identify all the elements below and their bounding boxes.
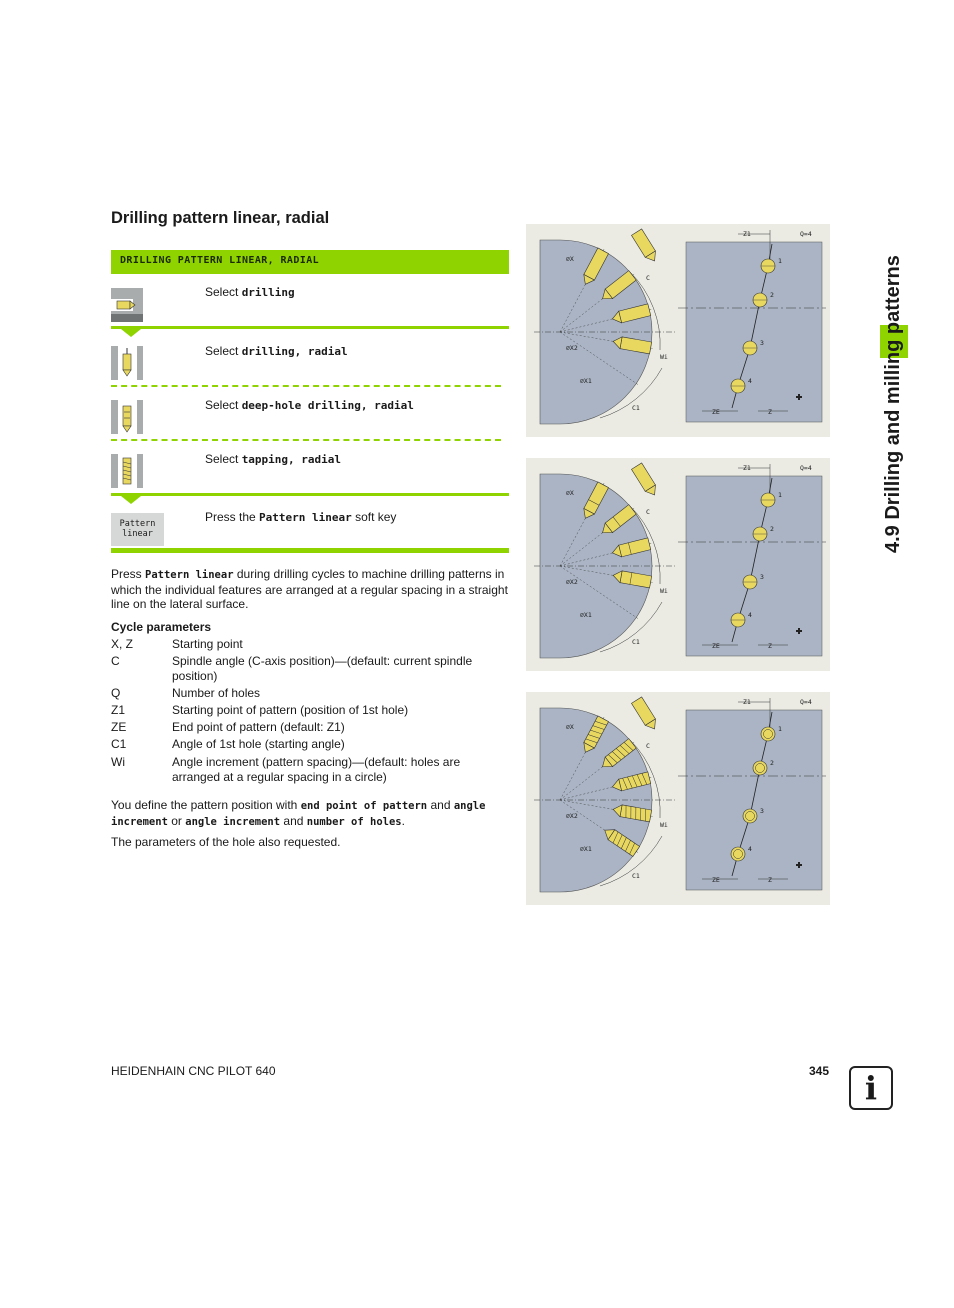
lateral-surface-panel bbox=[686, 710, 822, 890]
info-icon bbox=[849, 1066, 893, 1110]
label-c1: C1 bbox=[632, 404, 640, 412]
step-select-drilling: Select drilling bbox=[205, 285, 295, 299]
pattern-position-paragraph: You define the pattern position with end point of pattern and angle increment or angle increment and number of holes. bbox=[111, 798, 486, 828]
label-x2: ⌀X2 bbox=[566, 812, 578, 820]
label-x1: ⌀X1 bbox=[580, 611, 592, 619]
label-z: Z bbox=[768, 876, 772, 884]
banner-label: DRILLING PATTERN LINEAR, RADIAL bbox=[120, 255, 320, 266]
hole-number: 3 bbox=[760, 339, 764, 347]
hole-number: 4 bbox=[748, 611, 752, 619]
drilling-radial-icon bbox=[111, 346, 143, 380]
label-x2: ⌀X2 bbox=[566, 578, 578, 586]
step-divider-dashed bbox=[111, 385, 501, 387]
hole-number: 1 bbox=[778, 725, 782, 733]
label-q: Q=4 bbox=[800, 698, 812, 706]
figure-drilling-radial bbox=[526, 224, 830, 437]
lateral-surface-panel bbox=[686, 242, 822, 422]
deep-hole-drilling-radial-icon bbox=[111, 400, 143, 434]
approach-tool bbox=[631, 229, 659, 264]
label-wi: Wi bbox=[660, 587, 668, 595]
label-wi: Wi bbox=[660, 353, 668, 361]
tapping-radial-icon bbox=[111, 454, 143, 488]
label-q: Q=4 bbox=[800, 464, 812, 472]
lateral-surface-panel bbox=[686, 476, 822, 656]
hole-number: 1 bbox=[778, 257, 782, 265]
chapter-side-title bbox=[852, 213, 904, 553]
approach-tool bbox=[631, 697, 659, 732]
label-z: Z bbox=[768, 642, 772, 650]
chapter-side-title-text: 4.9 Drilling and milling patterns bbox=[882, 255, 904, 553]
hole-number: 2 bbox=[770, 525, 774, 533]
label-z1: Z1 bbox=[743, 698, 751, 706]
step-divider bbox=[111, 493, 509, 496]
label-c: C bbox=[646, 274, 650, 282]
label-z: Z bbox=[768, 408, 772, 416]
param-row: Q Number of holes bbox=[111, 686, 261, 700]
step-arrow bbox=[121, 496, 141, 504]
hole-number: 1 bbox=[778, 491, 782, 499]
figure-deep-hole-drilling-radial bbox=[526, 458, 830, 671]
label-x2: ⌀X2 bbox=[566, 344, 578, 352]
cycle-parameters-heading: Cycle parameters bbox=[111, 620, 212, 634]
figure-tapping-radial bbox=[526, 692, 830, 905]
step-divider-dashed bbox=[111, 439, 501, 441]
label-ze: ZE bbox=[712, 642, 720, 650]
param-row: X, Z Starting point bbox=[111, 637, 243, 651]
label-z1: Z1 bbox=[743, 230, 751, 238]
label-q: Q=4 bbox=[800, 230, 812, 238]
label-ze: ZE bbox=[712, 876, 720, 884]
step-select-tapping-radial: Select tapping, radial bbox=[205, 452, 342, 466]
softkey-line2: linear bbox=[122, 529, 153, 539]
hole-marker bbox=[753, 761, 767, 775]
step-divider bbox=[111, 326, 509, 329]
footer-product-name: HEIDENHAIN CNC PILOT 640 bbox=[111, 1064, 276, 1078]
step-arrow bbox=[121, 329, 141, 337]
hole-number: 3 bbox=[760, 807, 764, 815]
softkey-line1: Pattern bbox=[119, 519, 156, 529]
hole-marker bbox=[743, 809, 757, 823]
label-x: ⌀X bbox=[566, 489, 574, 497]
param-row: Z1 Starting point of pattern (position of 1st hole) bbox=[111, 703, 409, 717]
label-x: ⌀X bbox=[566, 723, 574, 731]
hole-parameters-note: The parameters of the hole also requested. bbox=[111, 835, 341, 849]
param-row: C Spindle angle (C-axis position)—(default: current spindle position) bbox=[111, 654, 473, 683]
label-wi: Wi bbox=[660, 821, 668, 829]
hole-marker bbox=[731, 847, 745, 861]
approach-tool bbox=[631, 463, 659, 498]
label-x: ⌀X bbox=[566, 255, 574, 263]
procedure-end-line bbox=[111, 548, 509, 553]
param-row: Wi Angle increment (pattern spacing)—(default: holes are arranged at a regular spacing in a circle) bbox=[111, 755, 461, 784]
page-number: 345 bbox=[809, 1064, 830, 1078]
intro-paragraph: Press Pattern linear during drilling cycles to machine drilling patterns in which the individual features are arranged at a regular spacing in a straight line on the lateral surface. bbox=[111, 567, 508, 611]
procedure-banner bbox=[111, 250, 509, 274]
hole-number: 2 bbox=[770, 759, 774, 767]
hole-marker bbox=[761, 727, 775, 741]
label-c1: C1 bbox=[632, 638, 640, 646]
step-select-drilling-radial: Select drilling, radial bbox=[205, 344, 348, 358]
label-c1: C1 bbox=[632, 872, 640, 880]
label-c: C bbox=[646, 508, 650, 516]
pattern-linear-softkey[interactable] bbox=[111, 513, 164, 546]
label-ze: ZE bbox=[712, 408, 720, 416]
label-z1: Z1 bbox=[743, 464, 751, 472]
info-glyph: i bbox=[864, 1069, 878, 1107]
param-row: ZE End point of pattern (default: Z1) bbox=[111, 720, 345, 734]
step-select-deep-hole-drilling-radial: Select deep-hole drilling, radial bbox=[205, 398, 414, 412]
drilling-menu-icon bbox=[111, 288, 143, 322]
hole-number: 3 bbox=[760, 573, 764, 581]
step-press-softkey: Press the Pattern linear soft key bbox=[205, 510, 397, 524]
hole-number: 4 bbox=[748, 377, 752, 385]
label-x1: ⌀X1 bbox=[580, 845, 592, 853]
label-x1: ⌀X1 bbox=[580, 377, 592, 385]
param-row: C1 Angle of 1st hole (starting angle) bbox=[111, 737, 345, 751]
label-c: C bbox=[646, 742, 650, 750]
hole-number: 2 bbox=[770, 291, 774, 299]
hole-number: 4 bbox=[748, 845, 752, 853]
section-title: Drilling pattern linear, radial bbox=[111, 209, 330, 227]
